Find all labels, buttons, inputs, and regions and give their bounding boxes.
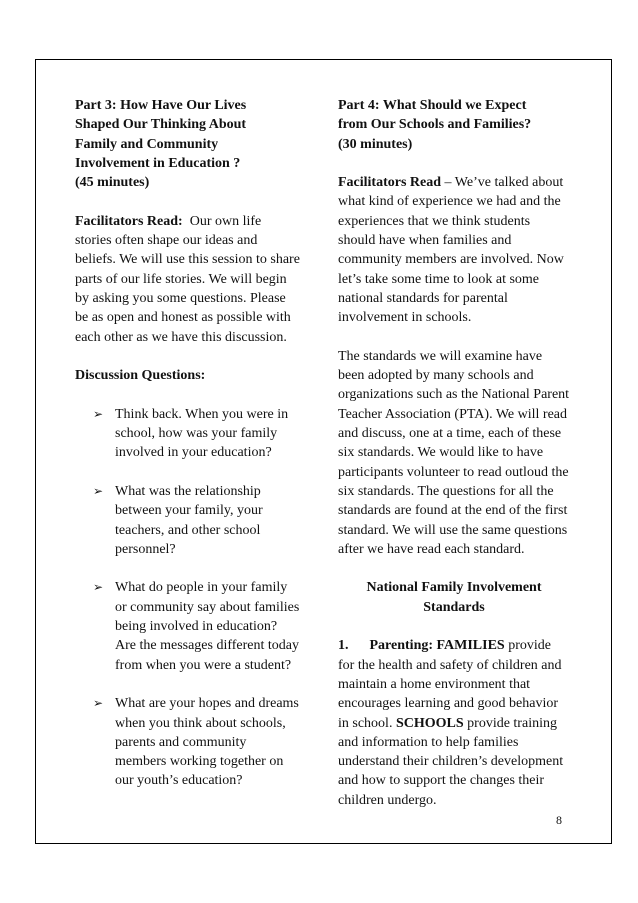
part4-facilitators-read [338, 173, 570, 327]
part3-heading-line: Family and Community [75, 136, 219, 152]
bullet-text: What are your hopes and dreams when you think about schools, parents and community members working together on our youth’s education? [115, 696, 299, 789]
right-column [338, 96, 570, 810]
arrow-bullet-icon: ➢ [93, 696, 104, 711]
facilitators-label: Facilitators Read [338, 175, 442, 191]
list-item [93, 405, 300, 463]
bullet-text: What do people in your family or community say about families being involved in education? Are the messages different today from when you were a student? [115, 580, 300, 673]
part3-facilitators-read [75, 212, 300, 347]
part3-heading-line: Shaped Our Thinking About [75, 117, 247, 133]
standard-number: 1. [338, 638, 349, 654]
facilitators-text: Our own life stories often shape our ideas and beliefs. We will use this session to share parts of our life stories. We will begin by asking you some questions. Please be as open and honest as possible with each other as we have this discussion. [75, 213, 300, 345]
schools-label: SCHOOLS [395, 715, 464, 731]
arrow-bullet-icon: ➢ [93, 580, 104, 595]
part4-heading [338, 96, 570, 154]
part4-duration: (30 minutes) [338, 136, 413, 152]
arrow-bullet-icon: ➢ [93, 483, 104, 498]
part3-duration: (45 minutes) [75, 175, 150, 191]
standard-text: provide for the health and safety of children and maintain a home environment that encourages learning and good behavior in school. [338, 638, 562, 731]
arrow-bullet-icon: ➢ [93, 406, 104, 421]
list-item [93, 482, 300, 559]
facilitators-label: Facilitators Read: [75, 213, 183, 229]
standard-label: Parenting: FAMILIES [369, 638, 505, 654]
list-item [93, 578, 300, 674]
part3-heading [75, 96, 300, 192]
standards-heading-line: National Family Involvement [366, 580, 542, 596]
list-item [93, 694, 300, 790]
discussion-list [75, 405, 300, 791]
facilitators-text: – We’ve talked about what kind of experience we had and the experiences that we think students should have when families and community members are involved. Now let’s take some time to look at some national standards for parental involvement in schools. [338, 175, 564, 326]
left-column [75, 96, 300, 810]
bullet-text: What was the relationship between your family, your teachers, and other school personnel? [115, 483, 263, 557]
part3-heading-line: Involvement in Education ? [75, 155, 241, 171]
part4-heading-line: Part 4: What Should we Expect [338, 98, 527, 113]
standards-heading-line: Standards [423, 599, 485, 615]
bullet-text: Think back. When you were in school, how was your family involved in your education? [115, 406, 289, 461]
discussion-heading: Discussion Questions: [75, 368, 206, 384]
part3-heading-line: Part 3: How Have Our Lives [75, 98, 247, 113]
standard-text: provide training and information to help families understand their children’s development and how to support the changes their children undergo. [338, 715, 564, 808]
standards-paragraph: The standards we will examine have been adopted by many schools and organizations such as the National Parent Teacher Association (PTA). We will read and discuss, one at a time, each of these six standards. We would like to have participants volunteer to read outloud the six standards. The questions for all the standards are found at the end of the first standard. We will use the same questions after we have read each standard. [338, 348, 570, 557]
page-number: 8 [556, 813, 562, 827]
standards-heading [338, 578, 570, 617]
part4-heading-line: from Our Schools and Families? [338, 117, 532, 133]
standard-1 [338, 636, 570, 810]
